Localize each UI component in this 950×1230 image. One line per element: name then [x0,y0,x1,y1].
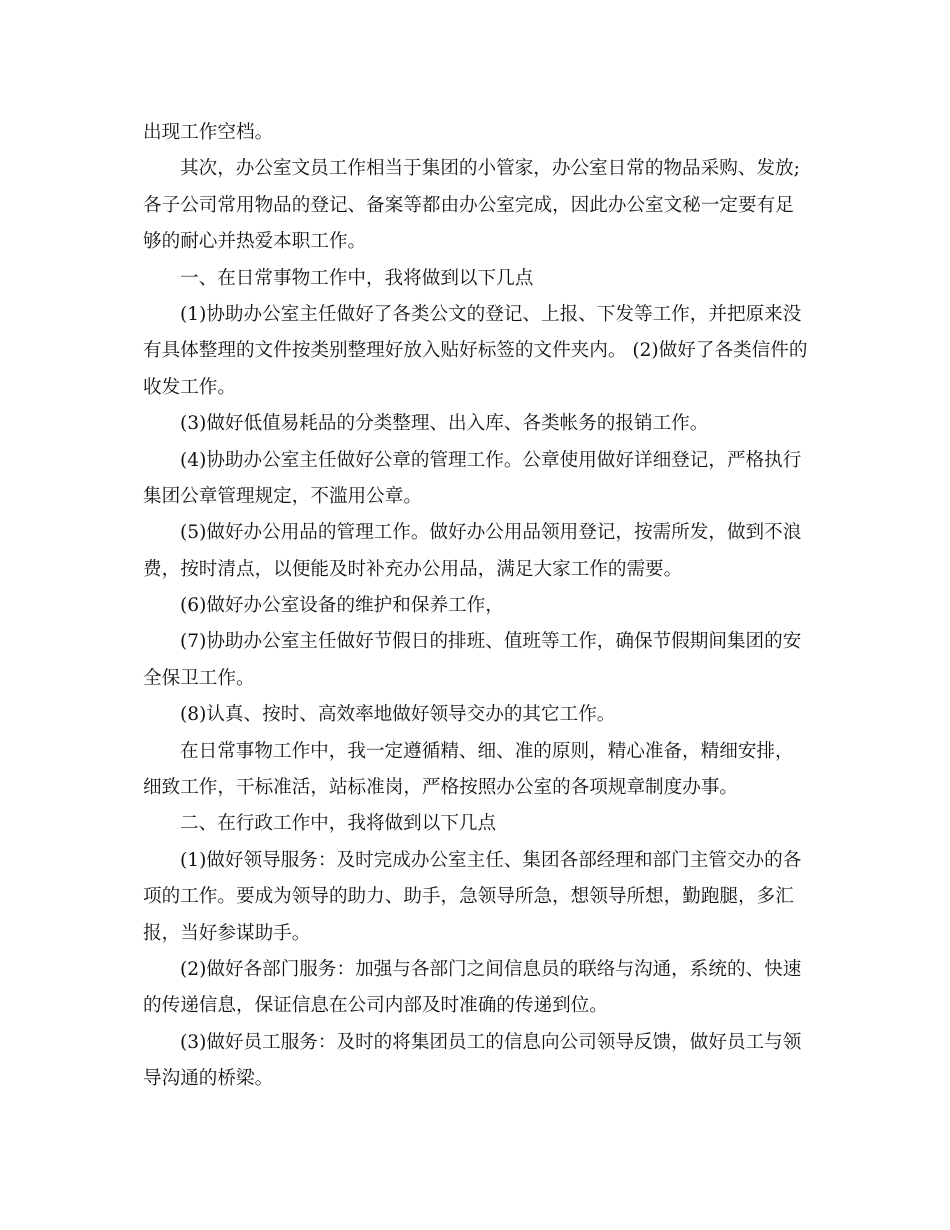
text-line: 费，按时清点，以便能及时补充办公用品，满足大家工作的需要。 [143,558,683,580]
document-body [143,115,808,1098]
text-line: (7)协助办公室主任做好节假日的排班、值班等工作，确保节假期间集团的安 [180,631,802,653]
text-line: 报，当好参谋助手。 [143,922,311,944]
text-line: 各子公司常用物品的登记、备案等都由办公室完成，因此办公室文秘一定要有足 [143,194,794,216]
text-line: 够的耐心并热爱本职工作。 [143,231,367,253]
text-line: (3)做好员工服务：及时的将集团员工的信息向公司领导反馈，做好员工与领 [180,1031,802,1053]
text-line: (1)协助办公室主任做好了各类公文的登记、上报、下发等工作，并把原来没 [180,303,802,325]
text-line: 收发工作。 [143,376,236,398]
text-line: (4)协助办公室主任做好公章的管理工作。公章使用做好详细登记，严格执行 [180,449,802,471]
text-line: 有具体整理的文件按类别整理好放入贴好标签的文件夹内。 (2)做好了各类信件的 [143,340,808,362]
text-line: 项的工作。要成为领导的助力、助手，急领导所急，想领导所想，勤跑腿，多汇 [143,886,794,908]
text-line: 出现工作空档。 [143,122,274,143]
text-line: 的传递信息，保证信息在公司内部及时准确的传递到位。 [143,995,608,1017]
text-line: 细致工作，干标准活，站标准岗，严格按照办公室的各项规章制度办事。 [143,777,739,799]
text-line: 导沟通的桥梁。 [143,1068,274,1090]
text-line: 二、在行政工作中，我将做到以下几点 [180,813,497,835]
text-line: 全保卫工作。 [143,667,255,689]
text-line: 其次，办公室文员工作相当于集团的小管家，办公室日常的物品采购、发放; [180,158,800,180]
text-line: (6)做好办公室设备的维护和保养工作， [180,595,504,617]
text-line: (3)做好低值易耗品的分类整理、出入库、各类帐务的报销工作。 [180,413,709,435]
text-line: 在日常事物工作中，我一定遵循精、细、准的原则，精心准备，精细安排， [180,740,794,762]
text-line: 一、在日常事物工作中，我将做到以下几点 [180,267,534,289]
text-line: (1)做好领导服务：及时完成办公室主任、集团各部经理和部门主管交办的各 [180,849,802,871]
text-line: (8)认真、按时、高效率地做好领导交办的其它工作。 [180,704,616,726]
text-line: 集团公章管理规定，不滥用公章。 [143,485,422,507]
text-line: (2)做好各部门服务：加强与各部门之间信息员的联络与沟通，系统的、快速 [180,958,802,980]
text-line: (5)做好办公用品的管理工作。做好办公用品领用登记，按需所发，做到不浪 [180,522,802,544]
